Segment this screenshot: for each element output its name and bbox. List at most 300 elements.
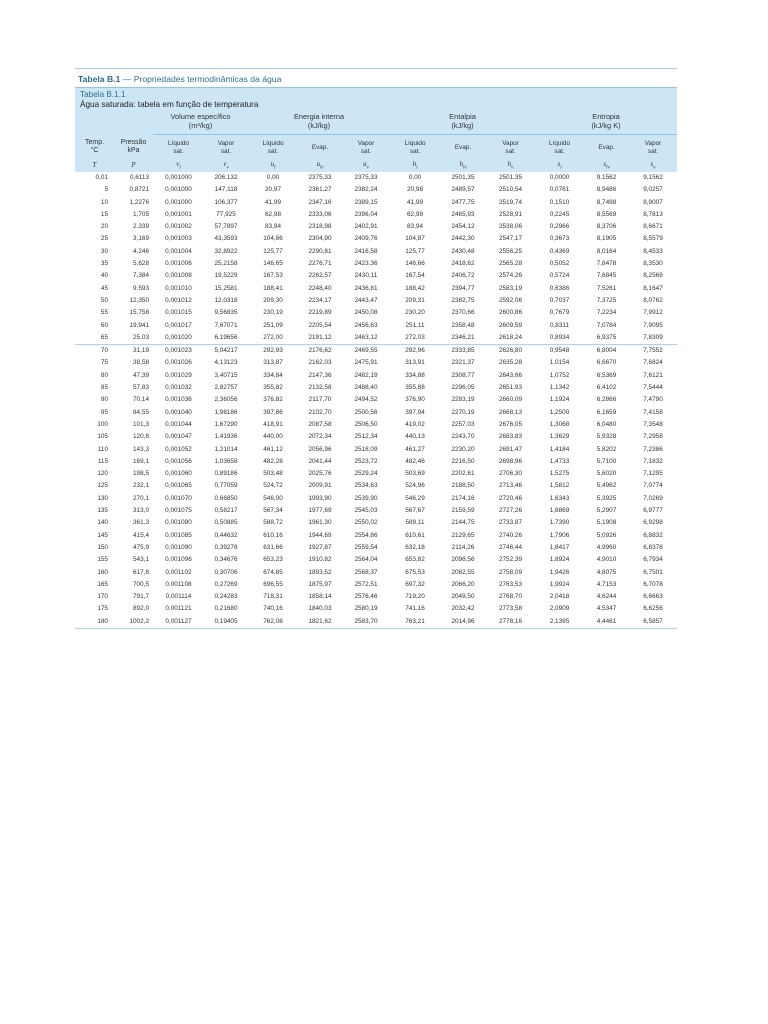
table-row <box>75 345 677 358</box>
table-cell: 7,2234 <box>596 309 617 317</box>
table-cell: 0,001065 <box>165 482 192 490</box>
table-cell: 32,8922 <box>214 247 238 255</box>
table-cell: 0,001040 <box>165 408 192 416</box>
table-cell: 2494,52 <box>354 396 378 404</box>
table-cell: 0,9548 <box>549 347 570 355</box>
table-row <box>75 616 677 629</box>
table-cell: 10 <box>100 198 108 206</box>
table-cell: 697,32 <box>405 580 425 588</box>
table-cell: 180 <box>75 616 114 629</box>
table-cell: 106,377 <box>214 198 238 206</box>
table-cell: 0,39278 <box>214 543 238 551</box>
table-cell: 7,6121 <box>643 371 663 379</box>
table-cell: 0,001108 <box>165 580 192 588</box>
col-header-sl <box>535 135 584 161</box>
table-cell: 0,19405 <box>204 616 248 629</box>
table-cell: 1,705 <box>133 210 149 218</box>
table-cell: 35 <box>100 260 108 268</box>
table-cell: 0,001001 <box>165 210 192 218</box>
table-cell: 25 <box>100 235 108 243</box>
group-enthalpy-unit: (kJ/kg) <box>451 121 474 130</box>
table-cell: 8,7498 <box>596 198 617 206</box>
table-cell: 0,2245 <box>549 210 570 218</box>
table-cell: 2430,48 <box>451 247 475 255</box>
col-header-vl <box>153 135 204 161</box>
table-cell: 0,001000 <box>165 198 192 206</box>
table-cell: 292,93 <box>263 347 283 355</box>
group-volume-label: Volume específico <box>170 112 231 122</box>
table-cell: 632,18 <box>405 543 425 551</box>
col-header-hv <box>486 135 535 161</box>
table-cell: 2475,91 <box>354 359 378 367</box>
table-cell: 130 <box>97 494 108 502</box>
table-cell: 313,87 <box>263 359 283 367</box>
table-cell: 2346,21 <box>440 332 486 345</box>
table-cell: 8,4533 <box>643 247 663 255</box>
table-cell: 2321,37 <box>451 359 475 367</box>
table-cell: 334,88 <box>405 371 425 379</box>
table-cell: 2683,83 <box>498 433 523 441</box>
table-cell: 475,9 <box>133 543 149 551</box>
pressure-header-label: Pressão <box>120 139 147 147</box>
table-cell: 2382,75 <box>451 296 475 304</box>
table-cell: 15,758 <box>129 309 149 317</box>
table-cell: 4,6244 <box>596 593 617 601</box>
table-cell: 2778,16 <box>486 616 535 629</box>
table-cell: 20,98 <box>407 186 423 194</box>
table-cell: 2375,33 <box>354 174 378 181</box>
table-cell: 2423,36 <box>354 260 378 268</box>
table-cell: 1,4184 <box>549 445 570 453</box>
table-cell: 0,001002 <box>165 223 192 231</box>
table-cell: 1,9924 <box>549 580 570 588</box>
table-cell: 8,2569 <box>643 272 663 280</box>
table-cell: 1,1924 <box>549 396 570 404</box>
table-cell: 2296,05 <box>451 384 475 392</box>
table-cell: 1002,2 <box>114 616 153 629</box>
table-cell: 376,90 <box>405 396 425 404</box>
col-header-vv-line: sat. <box>220 147 232 155</box>
table-cell: 0,001029 <box>165 371 192 379</box>
table-cell: 2025,76 <box>308 470 332 478</box>
table-cell: 4,9960 <box>596 543 617 551</box>
table-cell: 397,86 <box>263 408 283 416</box>
table-cell: 0,0000 <box>549 174 570 181</box>
table-row <box>75 554 677 566</box>
table-row <box>75 567 677 579</box>
table-cell: 2580,19 <box>354 605 378 613</box>
table-cell: 674,85 <box>263 568 283 576</box>
col-header-hl <box>390 135 440 161</box>
table-cell: 700,5 <box>133 580 149 588</box>
table-cell: 2382,24 <box>354 186 378 194</box>
table-cell: 9,1562 <box>643 174 663 181</box>
table-cell: 8,9007 <box>643 198 663 206</box>
table-cell: 762,08 <box>248 616 298 629</box>
table-cell: 7,5444 <box>643 384 663 392</box>
table-row <box>75 209 677 221</box>
table-cell: 2375,33 <box>308 174 332 181</box>
table-cell: 2539,90 <box>354 494 378 502</box>
table-cell: 2098,56 <box>451 556 475 564</box>
table-cell: 653,82 <box>405 556 425 564</box>
table-cell: 1,3629 <box>549 433 570 441</box>
col-header-slv-line: Evap. <box>598 143 615 151</box>
table-cell: 83,94 <box>265 223 281 231</box>
table-cell: 2270,19 <box>451 408 475 416</box>
symbol-vl: $v_l$ <box>176 160 181 171</box>
table-cell: 120 <box>97 470 108 478</box>
col-header-uv <box>342 135 390 161</box>
table-cell: 2752,39 <box>498 556 523 564</box>
table-cell: 0,24283 <box>214 593 238 601</box>
col-header-vl-line: sat. <box>173 147 184 155</box>
table-cell: 2191,12 <box>298 332 342 345</box>
table-cell: 2,82757 <box>214 384 238 392</box>
table-cell: 0,001015 <box>165 309 192 317</box>
table-cell: 2370,66 <box>451 309 475 317</box>
table-cell: 0,8934 <box>535 332 584 345</box>
table-cell: 160 <box>97 568 108 576</box>
table-cell: 0,001052 <box>165 445 192 453</box>
table-cell: 145 <box>97 531 108 539</box>
table-cell: 7,384 <box>133 272 149 280</box>
table-cell: 6,8378 <box>643 543 663 551</box>
table-cell: 1,0154 <box>549 359 570 367</box>
table-cell: 2523,72 <box>354 457 378 465</box>
group-enthalpy-label: Entalpia <box>449 112 476 122</box>
table-cell: 165 <box>97 580 108 588</box>
table-cell: 546,00 <box>263 494 283 502</box>
table-cell: 9,56835 <box>214 309 238 317</box>
table-cell: 115 <box>97 457 108 465</box>
col-header-ulv <box>298 135 342 161</box>
table-cell: 2174,16 <box>451 494 475 502</box>
table-cell: 2430,11 <box>354 272 378 280</box>
table-cell: 65 <box>75 332 114 345</box>
table-cell: 110 <box>97 445 108 453</box>
table-cell: 230,20 <box>405 309 425 317</box>
col-header-sv-line: Vapor <box>644 140 662 148</box>
table-cell: 9,0257 <box>643 186 663 194</box>
table-cell: 2318,98 <box>308 223 332 231</box>
table-cell: 2583,19 <box>498 284 523 292</box>
table-cell: 9,1562 <box>596 174 617 181</box>
table-cell: 31,19 <box>133 347 149 355</box>
table-cell: 6,2866 <box>596 396 617 404</box>
table-cell: 206,132 <box>214 174 238 181</box>
table-cell: 75 <box>100 359 108 367</box>
table-cell: 8,1647 <box>643 284 663 292</box>
table-cell: 2547,17 <box>498 235 523 243</box>
table-cell: 631,66 <box>263 543 283 551</box>
table-cell: 2768,70 <box>498 593 523 601</box>
table-cell: 6,7501 <box>643 568 663 576</box>
table-cell: 2072,34 <box>308 433 332 441</box>
table-cell: 4,4461 <box>584 616 629 629</box>
table-cell: 5,0926 <box>596 531 617 539</box>
table-cell: 461,12 <box>263 445 283 453</box>
table-cell: 125,77 <box>405 247 425 255</box>
table-cell: 440,00 <box>263 433 283 441</box>
table-cell: 2506,50 <box>354 420 378 428</box>
table-cell: 0,001047 <box>165 433 192 441</box>
table-row <box>75 456 677 468</box>
table-cell: 2773,58 <box>498 605 523 613</box>
table-cell: 5 <box>104 186 108 194</box>
table-cell: 2436,81 <box>354 284 378 292</box>
table-cell: 0,001036 <box>165 396 192 404</box>
table-cell: 270,1 <box>133 494 149 502</box>
table-cell: 2159,59 <box>451 507 475 515</box>
table-cell: 2489,57 <box>451 186 475 194</box>
table-cell: 38,58 <box>133 359 149 367</box>
table-cell: 2556,25 <box>498 247 523 255</box>
table-cell: 5,04217 <box>214 347 238 355</box>
page-title-tag: Tabela B.1 <box>78 74 121 84</box>
table-cell: 2,0418 <box>549 593 570 601</box>
table-cell: 313,0 <box>133 507 149 515</box>
table-cell: 6,5857 <box>629 616 677 629</box>
table-cell: 9,593 <box>133 284 149 292</box>
table-cell: 2469,55 <box>354 347 378 355</box>
table-cell: 5,2907 <box>596 507 617 515</box>
table-cell: 2396,04 <box>354 210 378 218</box>
table-cell: 0,01 <box>95 174 108 181</box>
table-cell: 6,7934 <box>643 556 663 564</box>
table-cell: 1,7390 <box>549 519 570 527</box>
table-cell: 1,8924 <box>549 556 570 564</box>
table-cell: 419,02 <box>405 420 425 428</box>
table-cell: 1910,82 <box>308 556 332 564</box>
table-cell: 2626,80 <box>498 347 523 355</box>
table-cell: 4,5347 <box>596 605 617 613</box>
table-cell: 6,7078 <box>643 580 663 588</box>
table-cell: 2651,93 <box>498 384 523 392</box>
table-cell: 7,0269 <box>643 494 663 502</box>
table-cell: 57,83 <box>133 384 149 392</box>
table-cell: 543,1 <box>133 556 149 564</box>
table-cell: 232,1 <box>133 482 149 490</box>
table-cell: 0,58217 <box>214 507 238 515</box>
col-header-hv-line: Vapor <box>502 140 519 148</box>
table-cell: 2,36056 <box>214 396 238 404</box>
table-cell: 2727,26 <box>498 507 523 515</box>
table-cell: 5,8202 <box>596 445 617 453</box>
symbol-uv: $u_v$ <box>363 160 369 171</box>
table-row <box>75 493 677 505</box>
table-cell: 2066,20 <box>451 580 475 588</box>
table-row <box>75 382 677 394</box>
table-cell: 2477,75 <box>451 198 475 206</box>
table-cell: 2333,85 <box>451 347 475 355</box>
table-cell: 0,001026 <box>165 359 192 367</box>
table-cell: 3,40715 <box>214 371 238 379</box>
group-volume-unit: (m³/kg) <box>188 121 213 130</box>
table-cell: 8,9486 <box>596 186 617 194</box>
table-cell: 617,8 <box>133 568 149 576</box>
table-cell: 313,91 <box>405 359 425 367</box>
table-cell: 84,55 <box>133 408 149 416</box>
table-cell: 150 <box>97 543 108 551</box>
table-cell: 1,5812 <box>549 482 570 490</box>
table-cell: 2304,90 <box>308 235 332 243</box>
table-cell: 209,30 <box>263 296 283 304</box>
table-cell: 1,8417 <box>549 543 570 551</box>
table-cell: 0,2966 <box>549 223 570 231</box>
table-cell: 167,53 <box>263 272 283 280</box>
table-cell: 8,0762 <box>643 296 663 304</box>
col-header-hv-line: sat. <box>505 147 516 155</box>
table-cell: 2550,02 <box>354 519 378 527</box>
table-cell: 2500,56 <box>354 408 378 416</box>
table-cell: 376,82 <box>263 396 283 404</box>
table-cell: 1,21014 <box>214 445 238 453</box>
table-cell: 696,55 <box>263 580 283 588</box>
table-cell: 588,72 <box>263 519 283 527</box>
table-row <box>75 221 677 233</box>
table-cell: 2147,36 <box>308 371 332 379</box>
table-cell: 0,27269 <box>214 580 238 588</box>
table-cell: 334,84 <box>263 371 283 379</box>
table-cell: 2450,08 <box>354 309 378 317</box>
table-cell: 170 <box>97 593 108 601</box>
table-cell: 2,0909 <box>549 605 570 613</box>
table-cell: 0,001060 <box>165 470 192 478</box>
table-cell: 7,0774 <box>643 482 663 490</box>
table-cell: 2082,55 <box>451 568 475 576</box>
table-cell: 2308,77 <box>451 371 475 379</box>
table-cell: 0,30706 <box>214 568 238 576</box>
table-cell: 95 <box>100 408 108 416</box>
table-cell: 105 <box>97 433 108 441</box>
table-cell: 50 <box>100 296 108 304</box>
table-cell: 25,2158 <box>214 260 238 268</box>
table-cell: 355,82 <box>263 384 283 392</box>
table-cell: 546,29 <box>405 494 425 502</box>
symbol-sl: $s_l$ <box>557 160 562 171</box>
table-cell: 2162,03 <box>308 359 332 367</box>
table-cell: 0,001070 <box>165 494 192 502</box>
table-cell: 0,001080 <box>165 519 192 527</box>
table-row <box>75 246 677 258</box>
table-cell: 6,9777 <box>643 507 663 515</box>
table-cell: 7,0784 <box>596 321 617 329</box>
table-cell: 167,54 <box>405 272 425 280</box>
table-cell: 503,69 <box>405 470 425 478</box>
table-cell: 567,34 <box>263 507 283 515</box>
table-cell: 6,0480 <box>596 420 617 428</box>
table-cell: 25,03 <box>114 332 153 345</box>
table-cell: 763,21 <box>390 616 440 629</box>
table-cell: 6,6256 <box>643 605 663 613</box>
table-cell: 1875,97 <box>308 580 332 588</box>
table-cell: 4,13123 <box>214 359 238 367</box>
table-cell: 719,20 <box>405 593 425 601</box>
table-row <box>75 197 677 209</box>
table-cell: 2512,34 <box>354 433 378 441</box>
table-caption <box>75 88 677 110</box>
table-cell: 2009,91 <box>308 482 332 490</box>
table-cell: 70 <box>100 347 108 355</box>
table-cell: 19,941 <box>129 321 149 329</box>
table-cell: 461,27 <box>405 445 425 453</box>
table-cell: 251,11 <box>405 321 425 329</box>
table-cell: 85 <box>100 384 108 392</box>
table-cell: 7,8309 <box>629 332 677 345</box>
table-cell: 2454,12 <box>451 223 475 231</box>
table-cell: 567,67 <box>405 507 425 515</box>
table-cell: 2402,91 <box>354 223 378 231</box>
table-cell: 0,6386 <box>549 284 570 292</box>
table-row <box>75 184 677 196</box>
table-cell: 2056,96 <box>308 445 332 453</box>
table-cell: 1927,87 <box>308 543 332 551</box>
table-cell: 1944,69 <box>308 531 332 539</box>
table-cell: 45 <box>100 284 108 292</box>
table-row <box>75 579 677 591</box>
table-cell: 0,34676 <box>214 556 238 564</box>
table-cell: 2583,70 <box>342 616 390 629</box>
table-row <box>75 505 677 517</box>
table-cell: 0,001096 <box>165 556 192 564</box>
temp-header-unit: °C <box>90 147 99 155</box>
table-cell: 0,6113 <box>129 174 149 181</box>
table-cell: 2565,28 <box>498 260 523 268</box>
table-cell: 0,001121 <box>165 605 192 613</box>
table-row <box>75 320 677 332</box>
table-cell: 2114,26 <box>451 543 475 551</box>
table-cell: 1,3068 <box>549 420 570 428</box>
header-group-row <box>75 110 677 135</box>
table-cell: 1893,52 <box>308 568 332 576</box>
table-cell: 2202,61 <box>451 470 475 478</box>
group-energy-unit: (kJ/kg) <box>307 121 331 130</box>
table-cell: 2394,77 <box>451 284 475 292</box>
table-cell: 0,001004 <box>165 247 192 255</box>
table-cell: 5,1908 <box>596 519 617 527</box>
table-cell: 2510,54 <box>498 186 523 194</box>
col-header-ul-line: Líquido <box>262 140 284 148</box>
table-cell: 3,169 <box>133 235 149 243</box>
table-cell: 2361,27 <box>308 186 332 194</box>
table-row <box>75 542 677 554</box>
table-cell: 1,2500 <box>549 408 570 416</box>
table-cell: 0,001056 <box>165 457 192 465</box>
col-header-sv <box>629 135 677 161</box>
table-cell: 2545,03 <box>354 507 378 515</box>
table-row <box>75 468 677 480</box>
table-cell: 2488,40 <box>354 384 378 392</box>
symbol-T: T <box>92 161 97 170</box>
table-cell: 2534,63 <box>354 482 378 490</box>
table-cell: 418,91 <box>263 420 283 428</box>
table-cell: 0,4369 <box>549 247 570 255</box>
table-cell: 2230,20 <box>451 445 475 453</box>
table-cell: 0,7037 <box>549 296 570 304</box>
symbol-P: P <box>131 161 136 170</box>
table-row <box>75 307 677 319</box>
table-cell: 0,001008 <box>165 272 192 280</box>
table-cell: 169,1 <box>133 457 149 465</box>
table-cell: 2554,86 <box>354 531 378 539</box>
table-cell: 2572,51 <box>354 580 378 588</box>
table-cell: 0,001000 <box>165 174 192 181</box>
table-cell: 1,67290 <box>214 420 238 428</box>
table-cell: 2032,42 <box>451 605 475 613</box>
table-cell: 12,350 <box>129 296 149 304</box>
table-cell: 2668,13 <box>498 408 523 416</box>
